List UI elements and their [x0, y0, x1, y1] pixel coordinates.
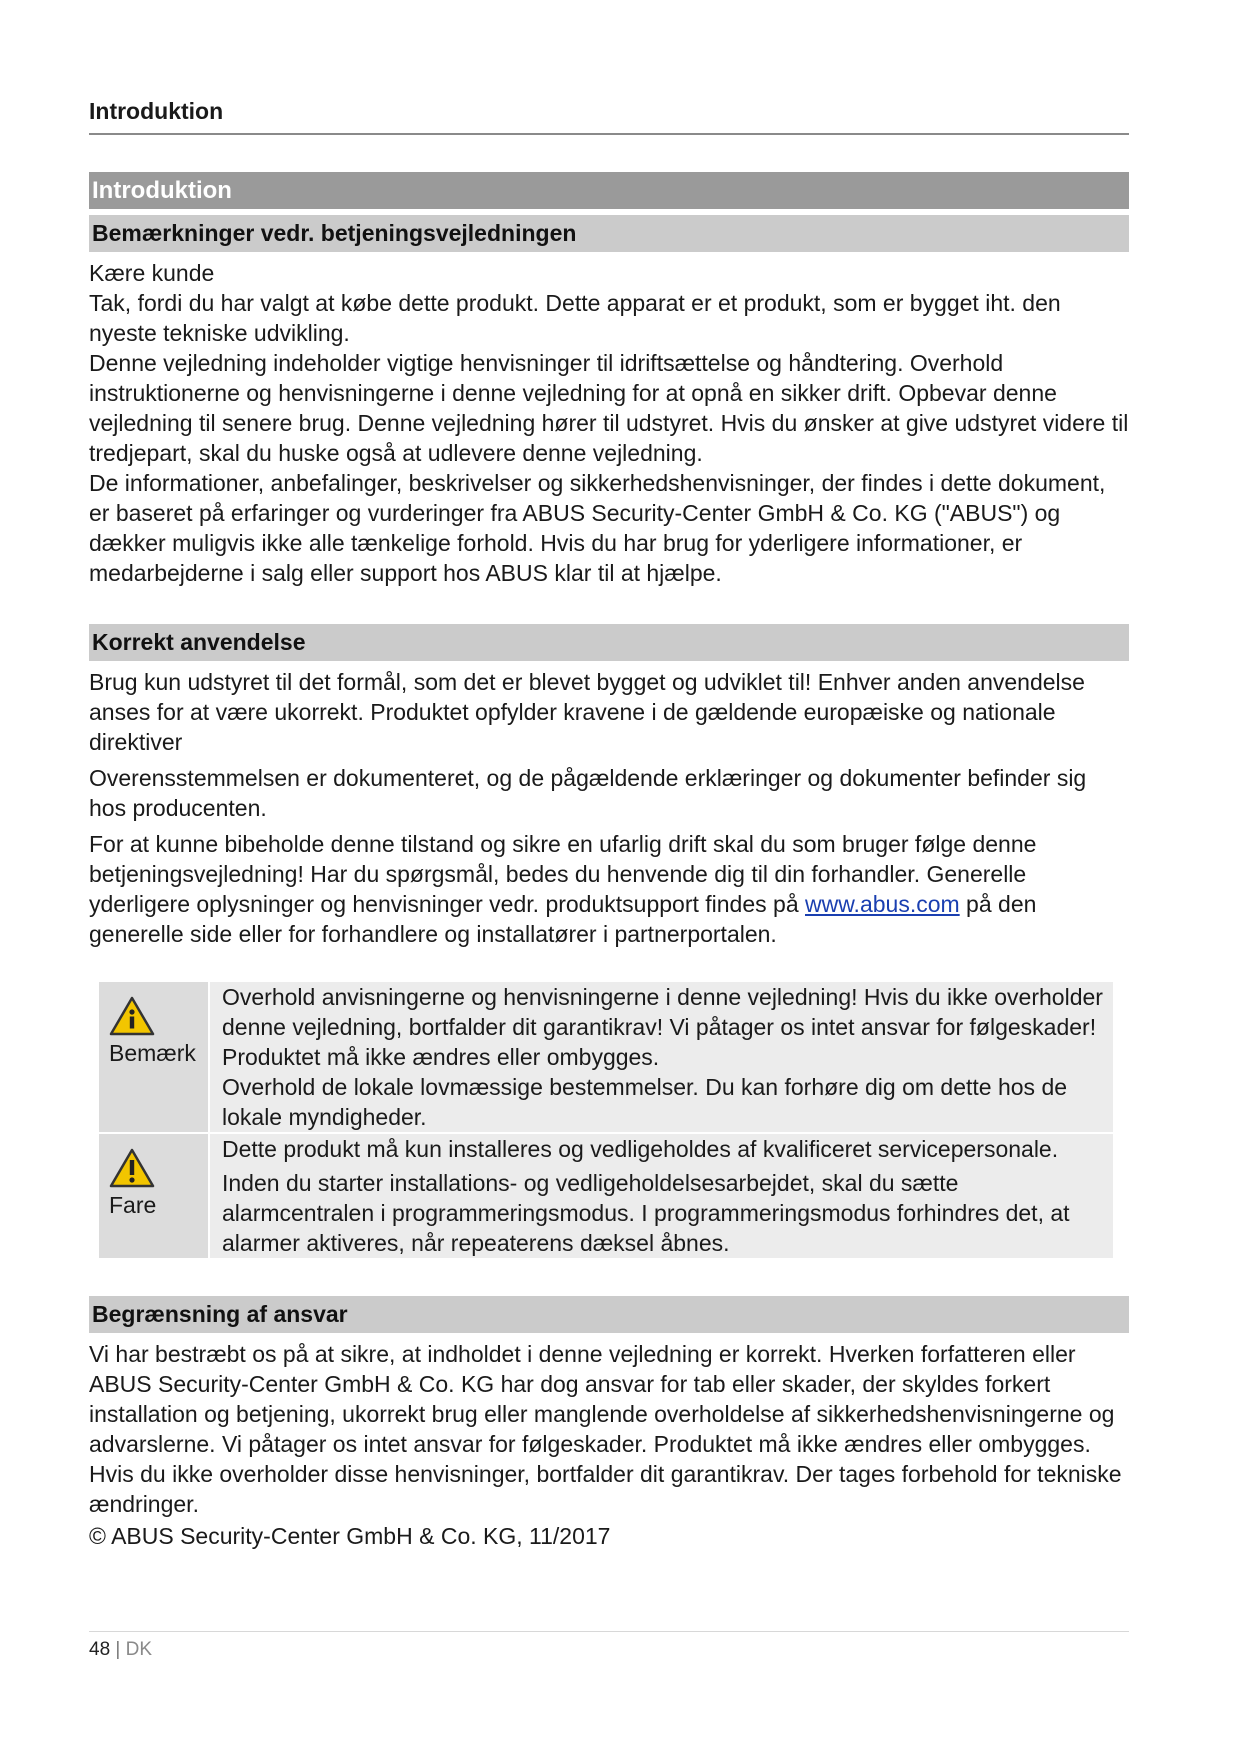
- paragraph: Overensstemmelsen er dokumenteret, og de pågældende erklæringer og dokumenter befinder sig hos producenten.: [89, 765, 1087, 821]
- section3-body: [89, 1339, 1129, 1551]
- language-code: DK: [125, 1639, 153, 1660]
- notice-table: [99, 982, 1113, 1258]
- paragraph: Tak, fordi du har valgt at købe dette produkt. Dette apparat er et produkt, som er bygget iht. den nyeste tekniske udvikling.: [89, 290, 1061, 346]
- paragraph: Denne vejledning indeholder vigtige henvisninger til idriftsættelse og håndtering. Overhold instruktionerne og henvisningerne i denne vejledning for at opnå en sikker drift. Opbevar denne vejledning til senere brug. Denne vejledning hører til udstyret. Hvis du ønsker at give udstyret videre til tredjepart, skal du huske også at udlevere denne vejledning.: [89, 350, 1129, 466]
- abus-website-link[interactable]: www.abus.com: [805, 891, 960, 917]
- danger-label: Fare: [109, 1192, 157, 1218]
- footer: [89, 1639, 152, 1661]
- support-paragraph: [89, 829, 1129, 949]
- paragraph: Vi har bestræbt os på at sikre, at indholdet i denne vejledning er korrekt. Hverken forfatteren eller ABUS Security-Center GmbH & Co. KG har dog ansvar for tab eller skader, der skyldes forkert installation og betjening, ukorrekt brug eller manglende overholdelse af sikkerhedshenvisningerne og advarslerne. Vi påtager os intet ansvar for følgeskader. Produktet må ikke ændres eller ombygges. Hvis du ikke overholder disse henvisninger, bortfalder dit garantikrav. Der tages forbehold for tekniske ændringer.: [89, 1341, 1122, 1517]
- page-header: Introduktion: [89, 98, 1129, 135]
- section2-body: [89, 667, 1129, 949]
- section-heading-korrekt-anvendelse: Korrekt anvendelse: [89, 624, 1129, 661]
- copyright: © ABUS Security-Center GmbH & Co. KG, 11/2017: [89, 1523, 611, 1549]
- content: [89, 172, 1129, 1551]
- section-heading-bemaerkninger: Bemærkninger vedr. betjeningsvejledningen: [89, 215, 1129, 252]
- greeting: Kære kunde: [89, 260, 215, 286]
- page-number: 48: [89, 1639, 111, 1660]
- note-line: Overhold de lokale lovmæssige bestemmelser. Du kan forhøre dig om dette hos de lokale myndigheder.: [222, 1074, 1068, 1130]
- section-heading-introduktion: Introduktion: [89, 172, 1129, 209]
- danger-line: Inden du starter installations- og vedligeholdelsesarbejdet, skal du sætte alarmcentralen i programmeringsmodus. I programmeringsmodus forhindres det, at alarmer aktiveres, når repeaterens dæksel åbnes.: [222, 1170, 1070, 1256]
- section-heading-begraensning: Begrænsning af ansvar: [89, 1296, 1129, 1333]
- info-triangle-icon: [109, 996, 155, 1036]
- paragraph: De informationer, anbefalinger, beskrivelser og sikkerhedshenvisninger, der findes i dette dokument, er baseret på erfaringer og vurderinger fra ABUS Security-Center GmbH & Co. KG ("ABUS") og dækker muligvis ikke alle tænkelige forhold. Hvis du har brug for yderligere informationer, er medarbejderne i salg eller support hos ABUS klar til at hjælpe.: [89, 470, 1106, 586]
- section1-body: [89, 258, 1129, 588]
- danger-label-cell: [99, 1134, 208, 1258]
- note-line: Overhold anvisningerne og henvisningerne i denne vejledning! Hvis du ikke overholder denne vejledning, bortfalder dit garantikrav! Vi påtager os intet ansvar for følgeskader!: [222, 984, 1103, 1040]
- support-text-after: på den generelle side eller for forhandlere og installatører i partnerportalen.: [89, 891, 1037, 947]
- note-line: Produktet må ikke ændres eller ombygges.: [222, 1044, 660, 1070]
- note-label: Bemærk: [109, 1040, 196, 1066]
- note-text-cell: [210, 982, 1113, 1132]
- danger-line: Dette produkt må kun installeres og vedligeholdes af kvalificeret servicepersonale.: [222, 1136, 1059, 1162]
- support-text-before: For at kunne bibeholde denne tilstand og sikre en ufarlig drift skal du som bruger følge denne betjeningsvejledning! Har du spørgsmål, bedes du henvende dig til din forhandler. Generelle yderligere oplysninger og henvisninger vedr. produktsupport findes på: [89, 831, 1037, 917]
- footer-divider: [89, 1631, 1129, 1632]
- footer-separator: |: [115, 1639, 121, 1660]
- note-label-cell: [99, 982, 208, 1132]
- warning-triangle-icon: [109, 1148, 155, 1188]
- danger-text-cell: [210, 1134, 1113, 1258]
- paragraph: Brug kun udstyret til det formål, som det er blevet bygget og udviklet til! Enhver anden anvendelse anses for at være ukorrekt. Produktet opfylder kravene i de gældende europæiske og nationale direktiver: [89, 669, 1085, 755]
